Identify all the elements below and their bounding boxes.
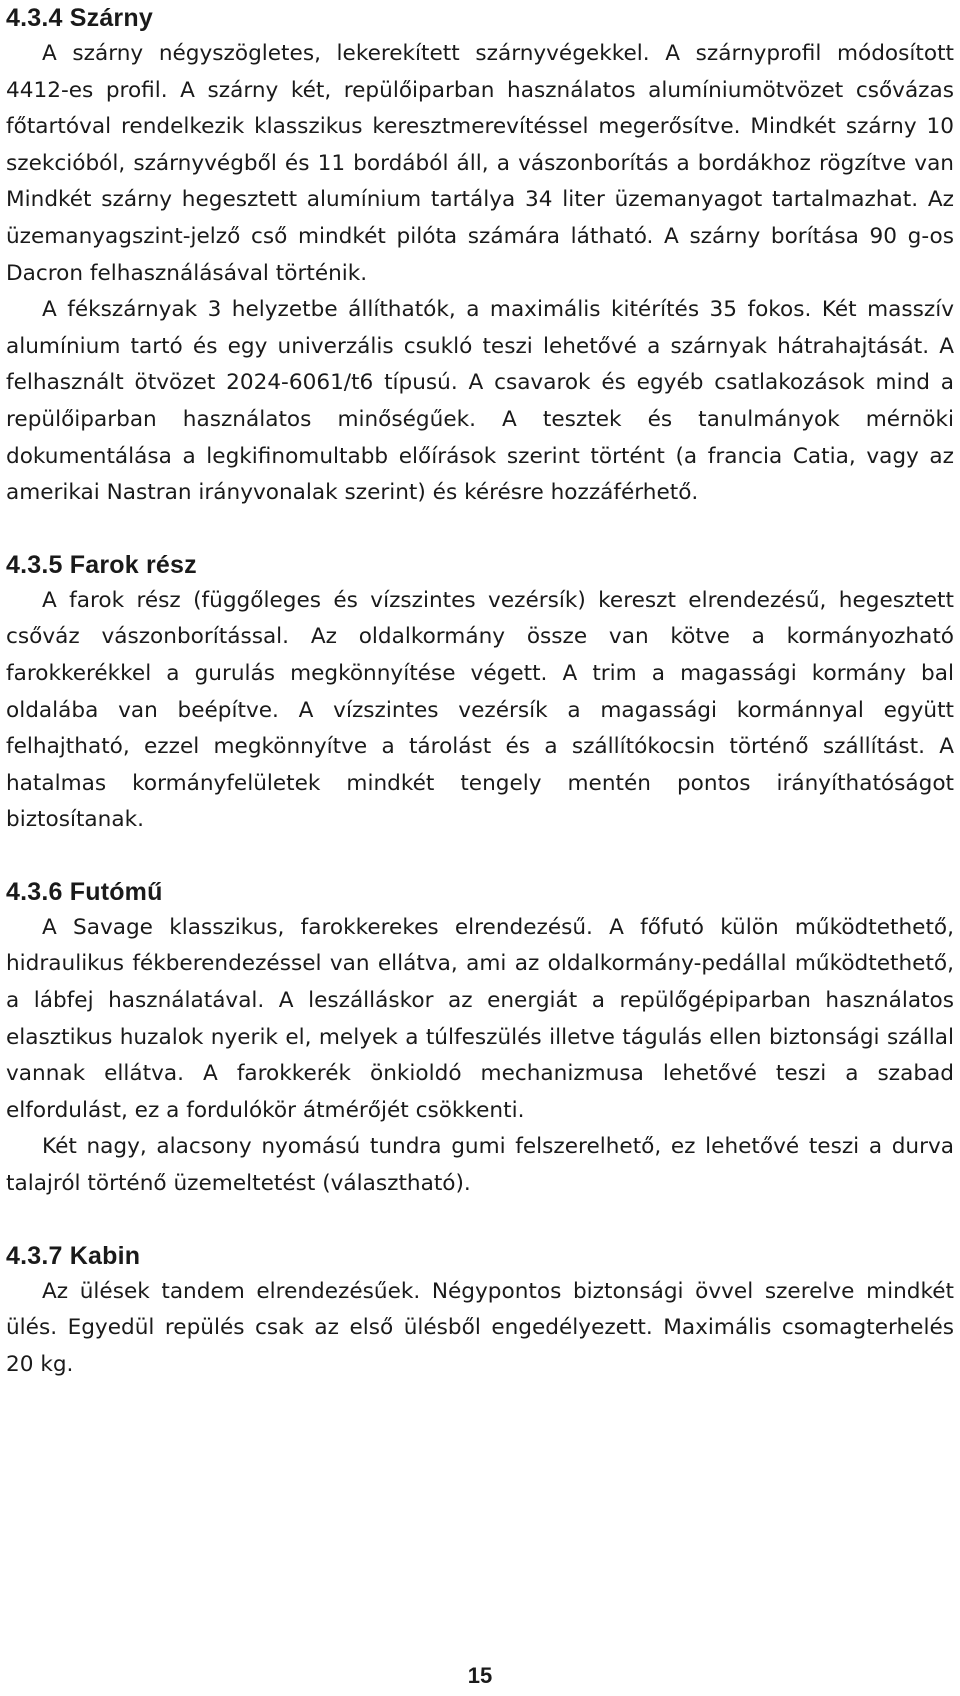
section-heading: 4.3.5 Farok rész [6, 550, 197, 579]
paragraph: A farok rész (függőleges és vízszintes vezérsík) kereszt elrendezésű, hegesztett csőváz vászonborítással. Az oldalkormány össze van kötve a kormányozható farokkerékkel a gurulás megkönnyítése végett. A trim a magassági kormány bal oldalába van beépítve. A vízszintes vezérsík a magassági kormánnyal együtt felhajtható, ezzel megkönnyítve a tárolást és a szállítókocsin történő szállítást. A hatalmas kormányfelületek mindkét tengely mentén pontos irányíthatóságot biztosítanak. [6, 587, 954, 833]
section-heading: 4.3.4 Szárny [6, 4, 153, 32]
section-spacer [6, 839, 954, 874]
section-heading: 4.3.7 Kabin [6, 1241, 141, 1270]
paragraph: A fékszárnyak 3 helyzetbe állíthatók, a maximális kitérítés 35 fokos. Két masszív alumínium tartó és egy univerzális csukló teszi lehetővé a szárnyak hátrahajtását. A felhasznált ötvözet 2024-6061/t6 típusú. A csavarok és egyéb csatlakozások mind a repülőiparban használatos minőségűek. A tesztek és tanulmányok mérnöki dokumentálása a legkifinomultabb előírások szerint történt (a francia Catia, vagy az amerikai Nastran irányvonalak szerint) és kérésre hozzáférhető. [6, 297, 954, 506]
paragraph: Az ülések tandem elrendezésűek. Négypontos biztonsági övvel szerelve mindkét ülés. Egyedül repülés csak az első ülésből engedélyezett. Maximális csomagterhelés 20 kg. [6, 1278, 954, 1377]
section-heading: 4.3.6 Futómű [6, 877, 163, 906]
section-spacer [6, 1203, 954, 1238]
section-kabin [6, 1238, 954, 1384]
paragraph: Két nagy, alacsony nyomású tundra gumi felszerelhető, ez lehetővé teszi a durva talajról történő üzemeltetést (választható). [6, 1134, 954, 1197]
section-futomu [6, 874, 954, 1203]
document-page [6, 0, 954, 1383]
section-szarny [6, 0, 954, 512]
page-number: 15 [467, 1663, 493, 1688]
section-farok-resz [6, 547, 954, 839]
paragraph: A szárny négyszögletes, lekerekített szárnyvégekkel. A szárnyprofil módosított 4412-es profil. A szárny két, repülőiparban használatos alumíniumötvözet csővázas főtartóval rendelkezik klasszikus keresztmerevítéssel megerősítve. Mindkét szárny 10 szekcióból, szárnyvégből és 11 bordából áll, a vászonborítás a bordákhoz rögzítve van Mindkét szárny hegesztett alumínium tartálya 34 liter üzemanyagot tartalmazhat. Az üzemanyagszint-jelző cső mindkét pilóta számára látható. A szárny borítása 90 g-os Dacron felhasználásával történik. [6, 41, 954, 286]
section-spacer [6, 512, 954, 547]
paragraph: A Savage klasszikus, farokkerekes elrendezésű. A főfutó külön működtethető, hidraulikus fékberendezéssel van ellátva, ami az oldalkormány-pedállal működtethető, a lábfej használatával. A leszálláskor az energiát a repülőgépiparban használatos elasztikus huzalok nyerik el, melyek a túlfeszülés illetve tágulás ellen biztonsági szállal vannak ellátva. A farokkerék önkioldó mechanizmusa lehetővé teszi a szabad elfordulást, ez a fordulókör átmérőjét csökkenti. [6, 914, 954, 1123]
